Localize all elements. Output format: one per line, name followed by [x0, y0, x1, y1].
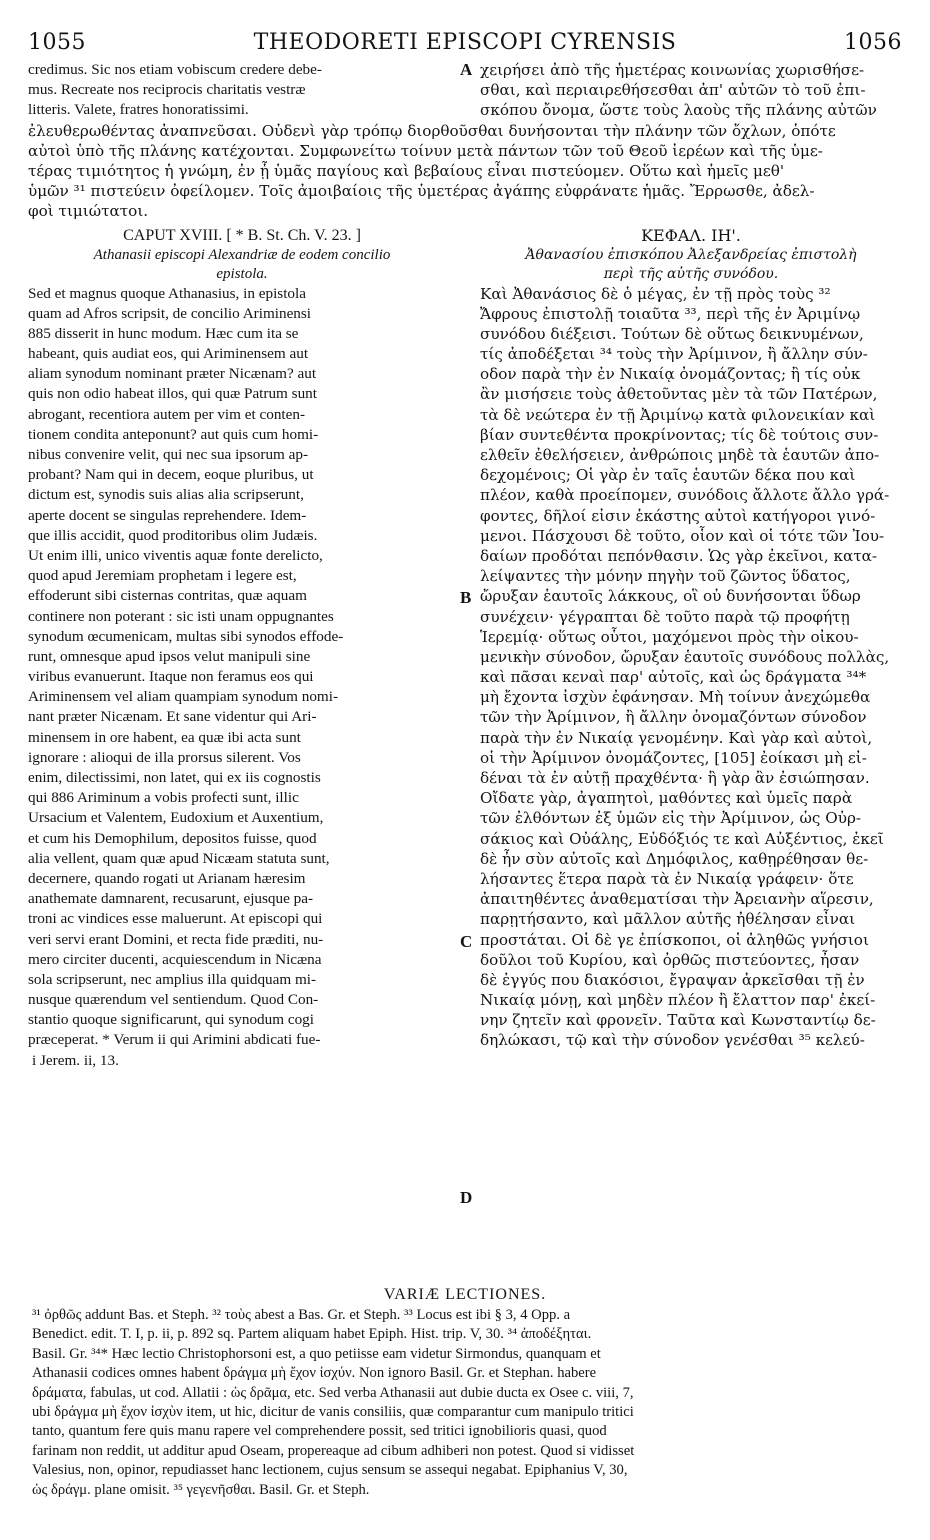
right-column-number: 1056	[844, 30, 902, 55]
text-line: ³¹ ὀρθῶς addunt Bas. et Steph. ³² τοὺς abest a Bas. Gr. et Steph. ³³ Locus est ibi § 3, 4 Opp. a	[32, 1307, 571, 1323]
text-line: Οἴδατε γὰρ, ἀγαπητοὶ, μαθόντες καὶ ὑμεῖς παρὰ	[480, 789, 853, 808]
text-line: δεχομένοις; Οἱ γὰρ ἐν ταῖς ἑαυτῶν δέκα που καὶ	[480, 466, 856, 485]
text-line: ἀπαιτηθέντες ἀναθεματίσαι τὴν Ἀρειανὴν αἵρεσιν,	[480, 890, 874, 909]
text-line: anathemate damnarent, recusarunt, ejusque pa-	[28, 890, 314, 908]
text-line: νην ζητεῖν καὶ φρονεῖν. Ταῦτα καὶ Κωνσταντίῳ δε-	[480, 1011, 876, 1030]
text-line: λείψαντες τὴν μόνην πηγὴν τοῦ ζῶντος ὕδατος,	[480, 567, 851, 586]
left-column-number: 1055	[28, 30, 86, 55]
variae-title: VARIÆ LECTIONES.	[383, 1286, 547, 1303]
footnote: i Jerem. ii, 13.	[32, 1051, 119, 1069]
text-line: nant præter Nicænam. Et sane videntur qui Ari-	[28, 708, 317, 726]
text-line: Benedict. edit. T. I, p. ii, p. 892 sq. Partem aliquam habet Epiph. Hist. trip. V, 30. ³⁴ ἀποδέξηται.	[32, 1326, 592, 1343]
text-line: ὤρυξαν ἑαυτοῖς λάκκους, οἳ οὐ δυνήσονται ὕδωρ	[480, 587, 861, 606]
text-line: δὲ ἦν σὺν αὐτοῖς καὶ Δημόφιλος, καθῃρέθησαν θε-	[480, 849, 869, 868]
text-line: quis non odio habeat illos, qui quæ Patrum sunt	[28, 385, 317, 403]
text-line: οδον παρὰ τὴν ἐν Νικαίᾳ ὀνομάζοντας; ἢ τίς οὐκ	[480, 365, 861, 384]
latin-column	[28, 226, 456, 1071]
greek-text-lines	[480, 284, 902, 1051]
text-line: tanto, quantum fere quis manu rapere vel comprehendere possit, sed tritici ignobilioris quasi, quod	[32, 1423, 607, 1440]
chapter-subtitle-greek: Ἀθανασίου ἐπισκόπου Ἀλεξανδρείας ἐπιστολὴ	[525, 246, 857, 263]
text-line: ελθεῖν ἐθελήσειεν, ἀνθρώποις μηδὲ τὰ ἑαυτῶν ἀπο-	[480, 446, 880, 465]
text-line: aliam synodum nominant præter Nicænam? aut	[28, 365, 317, 383]
text-line: sola scripserunt, nec amplius illa quidquam mi-	[28, 970, 317, 988]
text-line: veri servi erant Domini, et recta fide præditi, nu-	[28, 930, 324, 948]
text-line: χειρήσει ἀπὸ τῆς ἡμετέρας κοινωνίας χωρισθήσε-	[480, 61, 865, 79]
main-columns	[28, 226, 902, 1114]
text-line: τίς ἀποδέξεται ³⁴ τοὺς τὴν Ἀρίμινον, ἢ ἄλλην σύν-	[480, 345, 868, 364]
text-line: minensem in ore habent, ea quæ ibi acta sunt	[28, 728, 301, 746]
text-line: παρῃτήσαντο, καὶ μᾶλλον αὐτῆς ἠθέλησαν εἶναι	[480, 910, 856, 929]
text-line: μενοι. Πάσχουσι δὲ τοῦτο, οἷον καὶ οἱ τότε τῶν Ἰου-	[480, 526, 885, 545]
text-line: mus. Recreate nos reciprocis charitatis vestræ	[28, 81, 306, 99]
text-line: alia vellent, quam quæ apud Nicæam statuta sunt,	[28, 849, 330, 867]
text-line: φοὶ τιμιώτατοι.	[28, 202, 149, 221]
text-line: Ἄφρους ἐπιστολῇ τοιαῦτα ³³, περὶ τῆς ἐν Ἀριμίνῳ	[480, 304, 861, 323]
chapter-heading-greek: ΚΕΦΑΛ. ΙΗ'.	[641, 225, 741, 245]
text-line: αὐτοὶ ὑπὸ τῆς πλάνης κατέχονται. Συμφωνείτω τοίνυν μετὰ πάντων τῶν τοῦ Θεοῦ ἱερέων καὶ τῆς ὑμε-	[28, 141, 823, 160]
text-line: Sed et magnus quoque Athanasius, in epistola	[28, 284, 306, 302]
chapter-heading-latin: CAPUT XVIII. [ * B. St. Ch. V. 23. ]	[123, 226, 361, 244]
text-line: ὑμῶν ³¹ πιστεύειν ὀφείλομεν. Τοῖς ἀμοιβαίοις τῆς ὑμετέρας ἀγάπης εὐφράνατε ἡμᾶς. Ἔρρωσθε, ἀδελ-	[28, 182, 815, 201]
text-line: ignorare : alioqui de illa prorsus silerent. Vos	[28, 748, 301, 766]
margin-marker-b: B	[460, 587, 472, 607]
text-line: ἐλευθερωθέντας ἀναπνεῦσαι. Οὐδενὶ γὰρ τρόπῳ διορθοῦσθαι δυνήσονται τὴν πλάνην τῶν ὄχλων, ὁπότε	[28, 121, 836, 140]
page-header	[28, 30, 902, 60]
text-line: aperte docent se singulas reprehendere. Idem-	[28, 506, 307, 524]
text-line: δέναι τὰ ἐν αὐτῇ πραχθέντα· ἢ γὰρ ἂν ἐσιώπησαν.	[480, 769, 870, 788]
text-line: δοῦλοι τοῦ Κυρίου, καὶ ὀρθῶς πιστεύοντες, ἦσαν	[480, 950, 860, 969]
text-line: præceperat. * Verum ii qui Arimini abdicati fue-	[28, 1031, 321, 1049]
text-line: μενικὴν σύνοδον, ὤρυξαν ἑαυτοῖς συνόδους πολλὰς,	[480, 647, 890, 666]
text-line: enim, dilectissimi, non latet, qui ex iis cognostis	[28, 769, 321, 787]
text-line: σκόπου ὄνομα, ὥστε τοὺς λαοὺς τῆς πλάνης αὐτῶν	[480, 101, 877, 120]
text-line: effoderunt sibi cisternas contritas, quæ aquam	[28, 587, 307, 605]
text-line: Ariminensem vel aliam quampiam synodum nomi-	[28, 688, 339, 706]
text-line: σάκιος καὶ Οὐάλης, Εὐδόξιός τε καὶ Αὐξέντιος, ἐκεῖ	[480, 829, 884, 848]
text-line: nibus convenire velit, qui nec sua ipsorum ap-	[28, 446, 309, 464]
text-line: ὡς δράγμ. plane omisit. ³⁵ γεγενῆσθαι. Basil. Gr. et Steph.	[32, 1481, 370, 1498]
text-line: Ursacium et Valentem, Eudoxium et Auxentium,	[28, 809, 324, 827]
text-line: δράματα, fabulas, ut cod. Allatii : ὡς δρᾶμα, etc. Sed verba Athanasii aut dubie ducta ex Osee c. viii, 7,	[32, 1384, 634, 1401]
latin-text-lines	[28, 284, 456, 1051]
chapter-subtitle-greek: περὶ τῆς αὐτῆς συνόδου.	[603, 265, 779, 282]
text-line: φοντες, δῆλοί εἰσιν ἑκάστης αὐτοὶ κατήγοροι γινό-	[480, 506, 876, 525]
text-line: δὲ ἐγγύς που διακόσιοι, ἔγραψαν ἀρκεῖσθαι τῇ ἐν	[480, 970, 865, 989]
text-line: dictum est, synodis suis alias alia scripserunt,	[28, 486, 304, 504]
margin-marker-c: C	[460, 931, 473, 951]
text-line: credimus. Sic nos etiam vobiscum credere debe-	[28, 61, 322, 78]
text-line: λήσαντες ἕτερα παρὰ τὰ ἐν Νικαίᾳ γράφειν· ὅτε	[480, 869, 854, 888]
variae-lectiones	[28, 1278, 902, 1500]
top-latin-lines	[28, 60, 456, 121]
text-line: decernere, quando rogati ut Arianam hæresim	[28, 869, 306, 887]
text-line: Ἱερεμίᾳ· οὕτως οὗτοι, μαχόμενοι πρὸς τὴν οἰκου-	[480, 627, 859, 646]
text-line: quam ad Afros scripsit, de concilio Ariminensi	[28, 304, 312, 322]
text-line: Καὶ Ἀθανάσιος δὲ ὁ μέγας, ἐν τῇ πρὸς τοὺς ³²	[480, 284, 831, 303]
text-line: qui 886 Ariminum a vobis profecti sunt, illic	[28, 789, 299, 807]
text-line: μὴ ἔχοντα ἰσχὺν ἐφάνησαν. Μὴ τοίνυν ἀνεχώμεθα	[480, 688, 871, 707]
text-line: mero circiter ducenti, acquiescendum in Nicæna	[28, 950, 322, 968]
text-line: stantio quoque significarunt, qui synodum cogi	[28, 1011, 314, 1029]
text-line: Ut enim illi, unico viventis aquæ fonte derelicto,	[28, 546, 323, 564]
text-line: Valesius, non, opinor, repudiasset hanc lectionem, cujus sensum se assequi negabat. Epiphanius V, 30,	[32, 1462, 628, 1479]
text-line: σθαι, καὶ περιαιρεθήσεσθαι ἀπ' αὐτῶν τὸ τοῦ ἐπι-	[480, 81, 866, 100]
text-line: ubi δράγμα μὴ ἔχον ἰσχὺν item, ut hic, dicitur de vanis consiliis, quæ comparantur cum manipulo tritici	[32, 1403, 634, 1420]
text-line: farinam non reddit, ut additur apud Oseam, propereaque ad cibum adhiberi non potest. Quod si vidisset	[32, 1442, 635, 1459]
text-line: δηλώκασι, τῷ καὶ τὴν σύνοδον γενέσθαι ³⁵ κελεύ-	[480, 1031, 865, 1050]
text-line: τῶν ἐλθόντων ἐξ ὑμῶν εἰς τὴν Ἀρίμινον, ὡς Οὐρ-	[480, 809, 862, 828]
text-line: τέρας τιμιότητος ἡ γνώμη, ἐν ᾗ ὑμᾶς παγίους καὶ βεβαίους εἶναι πιστεύομεν. Οὕτω καὶ ἡμεῖς μεθ'	[28, 161, 785, 180]
text-line: πλέον, καθὰ προείπομεν, συνόδοις ἄλλοτε ἄλλο γρά-	[480, 486, 890, 505]
text-line: abrogant, recentiora autem per vim et conten-	[28, 405, 306, 423]
chapter-subtitle-latin: Athanasii episcopi Alexandriæ de eodem concilio	[93, 246, 391, 263]
text-line: Athanasii codices omnes habent δράγμα μὴ ἔχον ἰσχύν. Non ignoro Basil. Gr. et Stephan. habere	[32, 1365, 597, 1382]
text-line: Basil. Gr. ³⁴* Hæc lectio Christophorsoni est, a quo petiisse eam videtur Sirmondus, quanquam et	[32, 1345, 601, 1362]
text-line: que illis accidit, quod proditoribus olim Judæis.	[28, 526, 318, 544]
text-line: οἱ τὴν Ἀρίμινον ὀνομάζοντες, [105] ἐοίκασι μὴ εἰ-	[480, 748, 867, 767]
greek-full-width-block	[28, 121, 902, 222]
text-line: synodum œcumenicam, multas sibi synodos effode-	[28, 627, 344, 645]
text-line: βίαν συντεθέντα προκρίνοντας; τίς δὲ τούτοις συν-	[480, 425, 879, 444]
text-line: προστάται. Οἱ δὲ γε ἐπίσκοποι, οἱ ἀληθῶς γνήσιοι	[480, 930, 869, 949]
variae-lines	[28, 1306, 902, 1500]
text-line: probant? Nam qui in decem, eoque pluribus, ut	[28, 466, 314, 484]
margin-marker-d: D	[460, 1188, 473, 1207]
text-line: ἂν μισήσειε τοὺς ἀθετοῦντας μὲν τὰ τῶν Πατέρων,	[480, 385, 878, 404]
text-line: tionem condita anteponunt? aut quis cum homi-	[28, 425, 319, 443]
text-line: habeant, quis audiat eos, qui Ariminensem aut	[28, 345, 309, 363]
top-greek-lines	[480, 60, 902, 121]
text-line: 885 disserit in hunc modum. Hæc cum ita se	[28, 324, 299, 342]
text-line: δαίων προδόται πεπόνθασιν. Ὡς γὰρ ἐκεῖνοι, κατα-	[480, 546, 878, 565]
text-line: συνέχειν· γέγραπται δὲ τοῦτο παρὰ τῷ προφήτῃ	[480, 607, 850, 626]
chapter-subtitle-latin: epistola.	[216, 265, 268, 282]
text-line: troni ac vindices esse maluerunt. At episcopi qui	[28, 910, 323, 928]
text-line: nusque quærendum vel sentiendum. Quod Con-	[28, 991, 319, 1009]
greek-column	[480, 226, 902, 1051]
text-line: συνόδου διέξεισι. Τούτων δὲ οὕτως δεικνυμένων,	[480, 324, 864, 343]
text-line: quod apud Jeremiam prophetam i legere est,	[28, 567, 297, 585]
text-line: et cum his Demophilum, depositos fuisse, quod	[28, 829, 317, 847]
running-title: THEODORETI EPISCOPI CYRENSIS	[253, 30, 677, 55]
text-line: παρὰ τὴν ἐν Νικαίᾳ γενομένην. Καὶ γὰρ καὶ αὐτοὶ,	[480, 728, 873, 747]
text-line: καὶ πᾶσαι κεναὶ παρ' αὐτοῖς, καὶ ὡς δράγματα ³⁴*	[480, 668, 867, 687]
top-continuation	[28, 60, 902, 121]
text-line: runt, omnesque apud ipsos velut manipuli sine	[28, 647, 311, 665]
text-line: τῶν τὴν Ἀρίμινον, ἢ ἄλλην ὀνομαζόντων σύνοδον	[480, 708, 867, 727]
text-line: litteris. Valete, fratres honoratissimi.	[28, 101, 249, 119]
text-line: τὰ δὲ νεώτερα ἐν τῇ Ἀριμίνῳ κατὰ φιλονεικίαν καὶ	[480, 405, 876, 424]
text-line: Νικαίᾳ μόνῃ, καὶ μηδὲν πλέον ἢ ἔλαττον παρ' ἐκεί-	[480, 991, 876, 1010]
page	[28, 30, 902, 1498]
text-line: continere non poterant : sic isti unam oppugnantes	[28, 607, 334, 625]
text-line: viribus evanuerunt. Itaque non feramus eos qui	[28, 668, 314, 686]
margin-marker-a: A	[460, 60, 473, 79]
